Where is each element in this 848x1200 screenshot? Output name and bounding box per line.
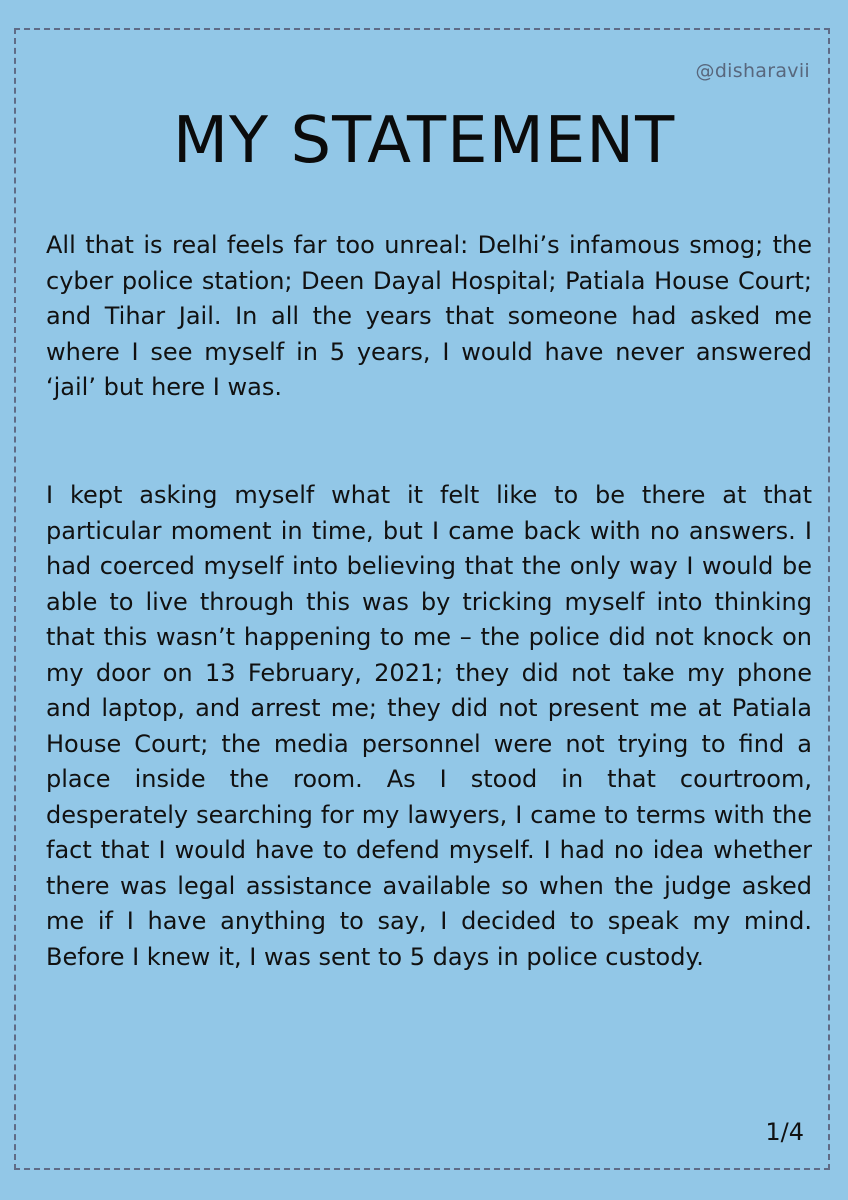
page-number: 1/4 bbox=[765, 1118, 804, 1146]
paragraph-1: All that is real feels far too unreal: Delhi’s infamous smog; the cyber police station; Deen Dayal Hospital; Patiala House Court; and Tihar Jail. In all the years that someone had asked me where I see myself in 5 years, I would have never answered ‘jail’ but here I was. bbox=[46, 231, 812, 401]
page-title: MY STATEMENT bbox=[172, 104, 676, 178]
paragraph-2: I kept asking myself what it felt like to be there at that particular moment in time, but I came back with no answers. I had coerced myself into believing that the only way I would be able to live through this was by tricking myself into thinking that this wasn’t happening to me – the police did not knock on my door on 13 February, 2021; they did not take my phone and laptop, and arrest me; they did not present me at Patiala House Court; the media personnel were not trying to find a place inside the room. As I stood in that courtroom, desperately searching for my lawyers, I came to terms with the fact that I would have to defend myself. I had no idea whether there was legal assistance available so when the judge asked me if I have anything to say, I decided to speak my mind. Before I knew it, I was sent to 5 days in police custody. bbox=[46, 481, 812, 971]
author-handle: @disharavii bbox=[695, 60, 810, 82]
